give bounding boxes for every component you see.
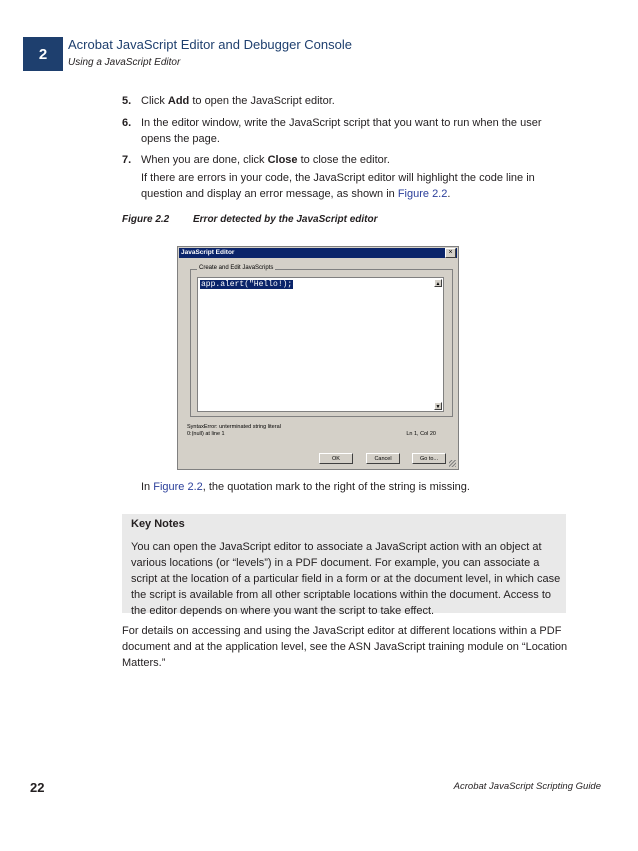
close-icon[interactable]: ×: [445, 248, 456, 258]
scroll-down-icon[interactable]: ▼: [435, 404, 441, 410]
key-notes-body: You can open the JavaScript editor to associate a JavaScript action with an object at various locations (or “levels”) in a PDF document. For example, you can associate a script at the location of a particular field in a form or at the document level, in which case the script is available from all other scriptable locations within the document. Access to the editor depends on where you want the script to take effect.: [131, 541, 561, 617]
script-editor[interactable]: [197, 277, 444, 412]
figure-caption: Error detected by the JavaScript editor: [193, 214, 378, 225]
chapter-title: Acrobat JavaScript Editor and Debugger Console: [68, 37, 352, 52]
key-notes-title: Key Notes: [131, 518, 185, 530]
details-paragraph: For details on accessing and using the JavaScript editor at different locations within a PDF document and at the application level, see the ASN JavaScript training module on “Location Matters.”: [122, 625, 568, 669]
highlighted-code-line: app.alert("Hello!);: [201, 280, 293, 289]
step-text: In the editor window, write the JavaScript script that you want to run when the user opens the page.: [141, 117, 542, 145]
javascript-editor-dialog: [177, 246, 459, 470]
error-message: SyntaxError: unterminated string literal 0:(null) at line 1: [187, 424, 281, 437]
step-number: 5.: [122, 95, 132, 107]
step-text: Click Add to open the JavaScript editor.: [141, 95, 335, 107]
figure-label: Figure 2.2: [122, 214, 170, 225]
goto-button[interactable]: Go to...: [412, 453, 446, 464]
cursor-position: Ln 1, Col 20: [406, 431, 436, 437]
figure-note: In Figure 2.2, the quotation mark to the right of the string is missing.: [141, 481, 470, 493]
step-number: 6.: [122, 117, 132, 129]
figure-link[interactable]: Figure 2.2: [153, 481, 203, 493]
step-text: When you are done, click Close to close the editor.: [141, 154, 390, 166]
section-title: Using a JavaScript Editor: [68, 57, 181, 68]
page-number: 22: [30, 780, 45, 795]
dialog-title: JavaScript Editor: [179, 248, 457, 258]
errors-note: If there are errors in your code, the JavaScript editor will highlight the code line in question and display an error message, as shown in Figure 2.2.: [141, 172, 535, 200]
resize-grip-icon[interactable]: [449, 460, 456, 467]
chapter-number-badge: 2: [23, 37, 63, 71]
group-label: Create and Edit JavaScripts: [199, 265, 274, 271]
cancel-button[interactable]: Cancel: [366, 453, 400, 464]
scroll-up-icon[interactable]: ▲: [435, 281, 441, 287]
key-notes-box: [122, 514, 566, 617]
footer-book-title: Acrobat JavaScript Scripting Guide: [453, 781, 601, 792]
ok-button[interactable]: OK: [319, 453, 353, 464]
step-number: 7.: [122, 154, 132, 166]
figure-link[interactable]: Figure 2.2: [397, 188, 448, 200]
